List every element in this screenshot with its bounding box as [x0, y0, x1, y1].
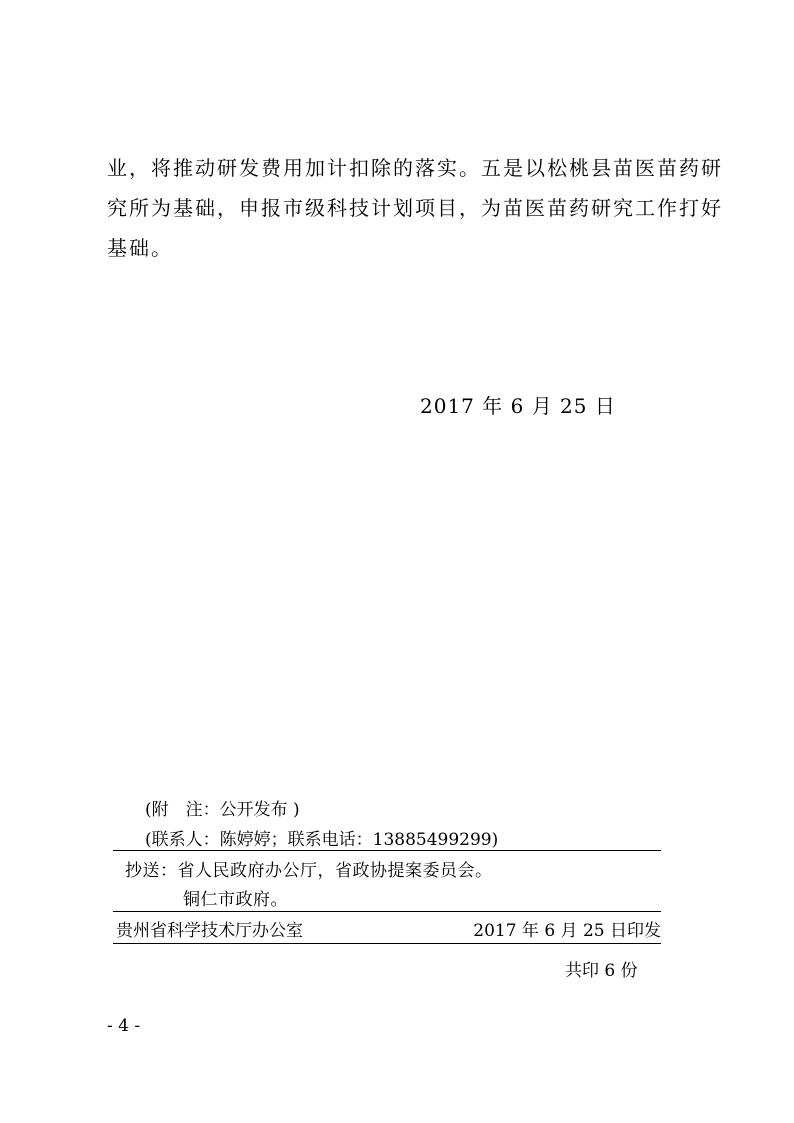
- divider-top: [113, 850, 661, 851]
- issuer-row: [116, 916, 661, 941]
- cc-line-1: 抄送：省人民政府办公厅，省政协提案委员会。: [125, 861, 493, 881]
- page-number: - 4 -: [107, 1016, 141, 1036]
- issue-date: 2017 年 6 月 25 日印发: [473, 921, 661, 941]
- divider-middle: [113, 911, 661, 912]
- body-line-3: 基础。: [107, 236, 173, 260]
- copies-count: 共印 6 份: [565, 961, 638, 981]
- body-line-2: 究所为基础，申报市级科技计划项目，为苗医苗药研究工作打好: [107, 196, 723, 220]
- contact-note: (联系人：陈婷婷；联系电话：13885499299): [145, 830, 499, 850]
- body-line-1: 业，将推动研发费用加计扣除的落实。五是以松桃县苗医苗药研: [107, 156, 723, 180]
- issuer-name: 贵州省科学技术厅办公室: [116, 921, 303, 941]
- attachment-note: (附 注：公开发布 ): [145, 800, 300, 820]
- cc-line-2: 铜仁市政府。: [183, 890, 288, 910]
- signature-date: 2017 年 6 月 25 日: [420, 394, 616, 418]
- divider-bottom: [113, 943, 661, 944]
- body-paragraph: [107, 148, 723, 268]
